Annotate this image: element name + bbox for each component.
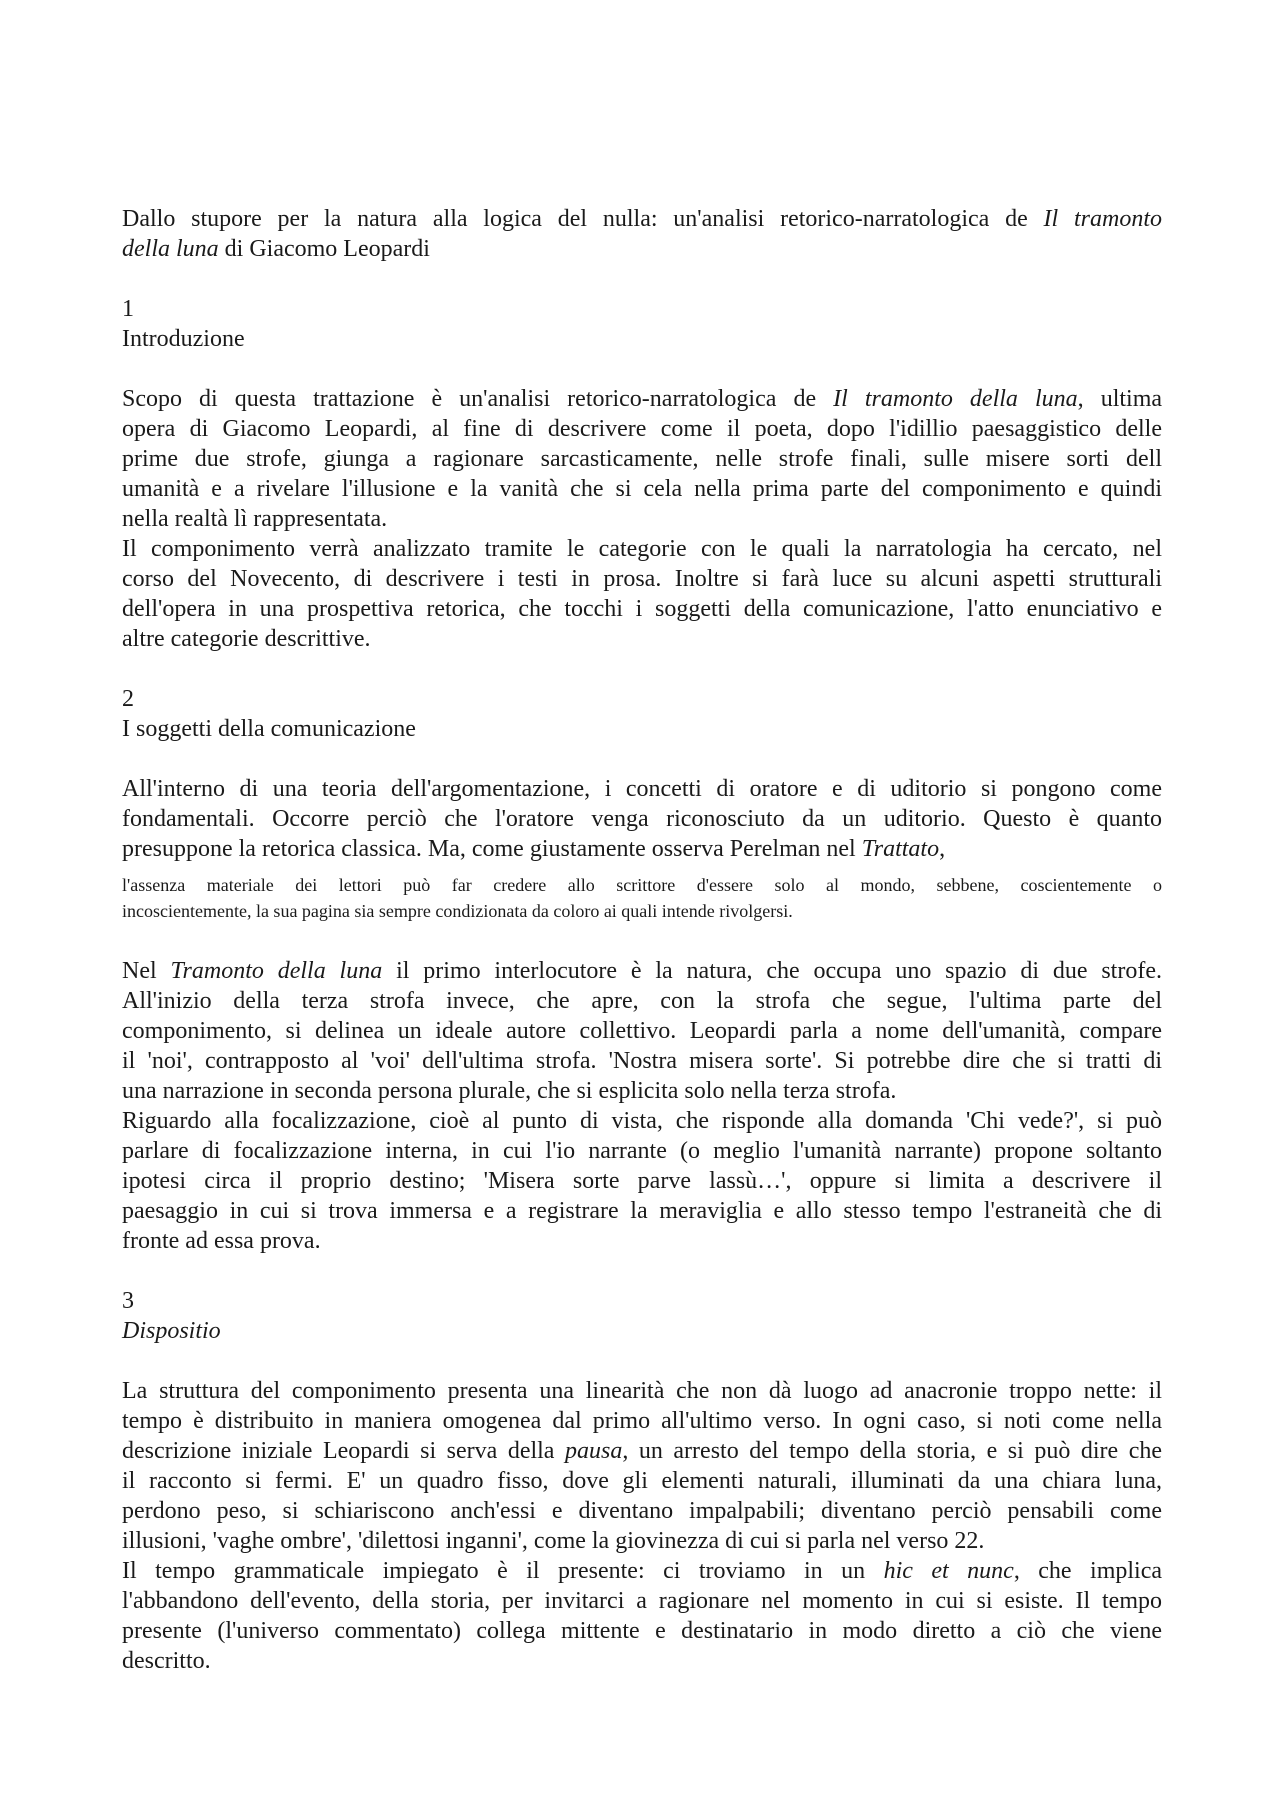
text-line: tempo è distribuito in maniera omogenea dal primo all'ultimo verso. In ogni caso, si noti come nella bbox=[122, 1408, 1162, 1434]
text-line: fronte ad essa prova. bbox=[122, 1228, 321, 1254]
text-line: Il tempo grammaticale impiegato è il presente: ci troviamo in un hic et nunc, che implica bbox=[122, 1558, 1163, 1584]
section-title: I soggetti della comunicazione bbox=[122, 716, 416, 742]
text-line: Riguardo alla focalizzazione, cioè al punto di vista, che risponde alla domanda 'Chi vede?', si può bbox=[122, 1108, 1162, 1134]
text-line: Scopo di questa trattazione è un'analisi retorico-narratologica de Il tramonto della luna, ultima bbox=[122, 386, 1163, 412]
text-line: ipotesi circa il proprio destino; 'Misera sorte parve lassù…', oppure si limita a descrivere il bbox=[122, 1168, 1162, 1194]
paragraph bbox=[122, 1376, 1162, 1556]
block-quote bbox=[122, 872, 1162, 924]
text-line: parlare di focalizzazione interna, in cui l'io narrante (o meglio l'umanità narrante) propone soltanto bbox=[122, 1138, 1162, 1164]
text-line: il racconto si fermi. E' un quadro fisso, dove gli elementi naturali, illuminati da una chiara luna, bbox=[122, 1468, 1162, 1494]
text-line: opera di Giacomo Leopardi, al fine di descrivere come il poeta, dopo l'idillio paesaggistico delle bbox=[122, 416, 1162, 442]
text-line: prime due strofe, giunga a ragionare sarcasticamente, nelle strofe finali, sulle misere sorti dell bbox=[122, 446, 1162, 472]
text-line: descrizione iniziale Leopardi si serva della pausa, un arresto del tempo della storia, e si può dire che bbox=[122, 1438, 1163, 1464]
text-line: presente (l'universo commentato) collega mittente e destinatario in modo diretto a ciò che viene bbox=[122, 1618, 1162, 1644]
paragraph bbox=[122, 384, 1162, 534]
text-line: Il componimento verrà analizzato tramite le categorie con le quali la narratologia ha cercato, nel bbox=[122, 536, 1162, 562]
quote-line: l'assenza materiale dei lettori può far credere allo scrittore d'essere solo al mondo, sebbene, coscientemente o bbox=[122, 875, 1162, 895]
section-title: Dispositio bbox=[122, 1318, 221, 1344]
section-title: Introduzione bbox=[122, 326, 245, 352]
text-line: La struttura del componimento presenta una linearità che non dà luogo ad anacronie troppo nette: il bbox=[122, 1378, 1162, 1404]
paragraph bbox=[122, 1106, 1162, 1256]
text-line: All'inizio della terza strofa invece, che apre, con la strofa che segue, l'ultima parte del bbox=[122, 988, 1162, 1014]
section-number: 2 bbox=[122, 686, 134, 712]
title-line-1: Dallo stupore per la natura alla logica del nulla: un'analisi retorico-narratologica de Il tramonto bbox=[122, 206, 1163, 232]
section-3 bbox=[122, 1286, 1162, 1676]
title-line-2: della luna di Giacomo Leopardi bbox=[122, 236, 430, 262]
paragraph bbox=[122, 534, 1162, 654]
quote-line: incoscientemente, la sua pagina sia sempre condizionata da coloro ai quali intende rivolgersi. bbox=[122, 901, 793, 921]
text-line: paesaggio in cui si trova immersa e a registrare la meraviglia e allo stesso tempo l'estraneità che di bbox=[122, 1198, 1162, 1224]
text-line: il 'noi', contrapposto al 'voi' dell'ultima strofa. 'Nostra misera sorte'. Si potrebbe dire che si tratti di bbox=[122, 1048, 1162, 1074]
paragraph bbox=[122, 774, 1162, 864]
text-line: descritto. bbox=[122, 1648, 211, 1674]
text-line: corso del Novecento, di descrivere i testi in prosa. Inoltre si farà luce su alcuni aspetti strutturali bbox=[122, 566, 1162, 592]
text-line: perdono peso, si schiariscono anch'essi e diventano impalpabili; diventano perciò pensabili come bbox=[122, 1498, 1162, 1524]
text-line: l'abbandono dell'evento, della storia, per invitarci a ragionare nel momento in cui si esiste. Il tempo bbox=[122, 1588, 1162, 1614]
text-line: componimento, si delinea un ideale autore collettivo. Leopardi parla a nome dell'umanità, compare bbox=[122, 1018, 1162, 1044]
text-line: illusioni, 'vaghe ombre', 'dilettosi inganni', come la giovinezza di cui si parla nel verso 22. bbox=[122, 1528, 985, 1554]
text-line: All'interno di una teoria dell'argomentazione, i concetti di oratore e di uditorio si pongono come bbox=[122, 776, 1162, 802]
section-number: 1 bbox=[122, 296, 134, 322]
text-line: una narrazione in seconda persona plurale, che si esplicita solo nella terza strofa. bbox=[122, 1078, 897, 1104]
text-line: nella realtà lì rappresentata. bbox=[122, 506, 388, 532]
document-page bbox=[122, 204, 1162, 1676]
text-line: fondamentali. Occorre perciò che l'oratore venga riconosciuto da un uditorio. Questo è quanto bbox=[122, 806, 1162, 832]
section-1 bbox=[122, 294, 1162, 654]
text-line: presuppone la retorica classica. Ma, come giustamente osserva Perelman nel Trattato, bbox=[122, 836, 946, 862]
text-line: altre categorie descrittive. bbox=[122, 626, 371, 652]
section-number: 3 bbox=[122, 1288, 134, 1314]
paragraph bbox=[122, 956, 1162, 1106]
section-2 bbox=[122, 684, 1162, 1256]
text-line: umanità e a rivelare l'illusione e la vanità che si cela nella prima parte del componimento e quindi bbox=[122, 476, 1162, 502]
document-title bbox=[122, 204, 1162, 264]
paragraph bbox=[122, 1556, 1162, 1676]
text-line: dell'opera in una prospettiva retorica, che tocchi i soggetti della comunicazione, l'atto enunciativo e bbox=[122, 596, 1162, 622]
text-line: Nel Tramonto della luna il primo interlocutore è la natura, che occupa uno spazio di due strofe. bbox=[122, 958, 1162, 984]
